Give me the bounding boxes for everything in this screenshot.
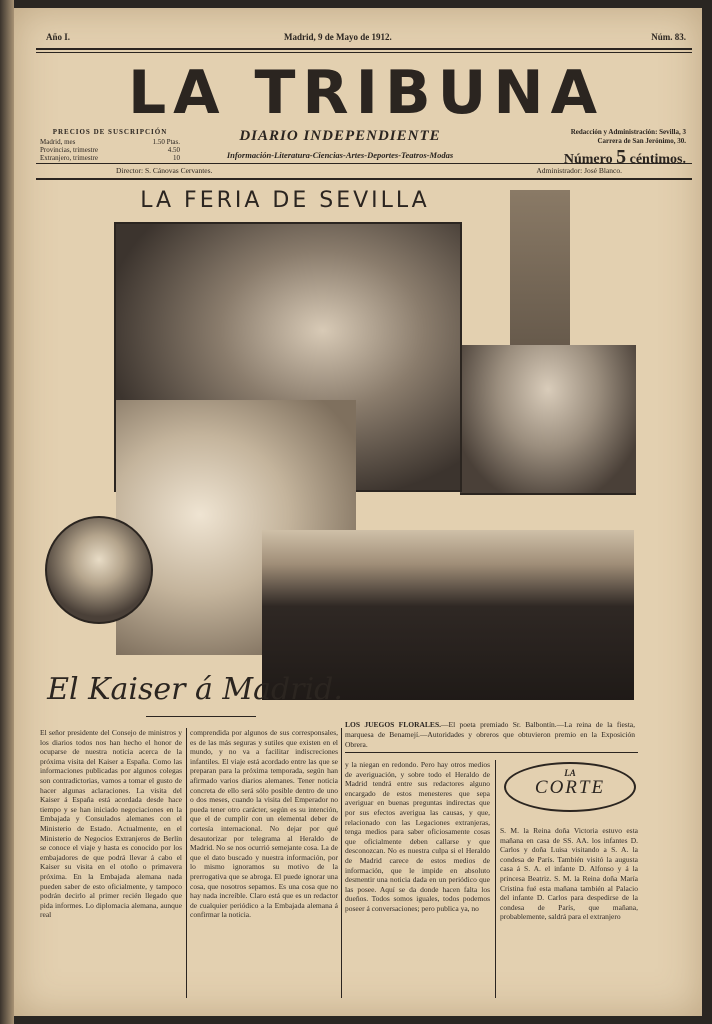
year-label: Año I.: [46, 32, 71, 42]
article-column-3: y la niegan en redondo. Pero hay otros medios de averiguación, y sobre todo el Heraldo de Madrid tendrá entre sus redactores alguno encargado de estos menesteres que sepa averiguar en buenas preguntas indirectas que por sus efectos averigua las causas, y que, relacionado con las Legaciones extranjeras, tenga medios para saber oficiosamente cosas que oficialmente deben callarse y que desconozcan. No es nuestra culpa si el Heraldo de Madrid carece de estos medios de información, que le impide en absoluto desmentir una noticia dada en un periódico que las posee. Aquí se da donde hacen falta los dueños. Todos somos iguales, todos podemos poseer á conversaciones; pero publica ya, no: [345, 760, 490, 913]
kaiser-headline: El Kaiser á Madrid.: [47, 672, 343, 707]
issue-number: Núm. 83.: [651, 32, 686, 42]
price-row: Madrid, mes 1.50 Ptas.: [40, 138, 180, 146]
price-row: Provincias, trimestre 4.50: [40, 146, 180, 154]
column-divider: [341, 728, 342, 998]
la-corte-heading: LA CORTE: [504, 762, 636, 812]
top-rule: [36, 48, 692, 50]
sections-line: Información-Literatura-Ciencias-Artes-Deportes-Teatros-Modas: [226, 150, 454, 160]
subtitle: DIARIO INDEPENDIENTE: [239, 128, 441, 144]
prices-heading: PRECIOS DE SUSCRIPCIÓN: [52, 128, 168, 136]
article-column-2: comprendida por algunos de sus corresponsales, es de las más seguras y sutiles que existen en el mundo, y no va a facilitar indiscreciones infantiles. El viaje está acordado entre las que se preparan para la próxima temporada, según han afirmado varios diarios alemanes. Tener noticia concreta de ello será sólo posible dentro de uno o dos meses, cuando la visita del Emperador no pueda tener otro carácter, según es su intención, que el de cumplir con un elemental deber de cortesía internacional. No dejar por qué desautorizar por telegrama al Heraldo de Madrid. No se nos ocurrió semejante cosa. La de que el dato buscado y nuestra información, por lo mismo ignoramos su motivo de la prerrogativa que se abroga. El puede ignorar una cosa, que nosotros sepamos. Es una cosa que no hay nada increíble. Claro está que es un redactor de cualquier periódico a la Embajada alemana á confirmar la noticia.: [190, 728, 338, 920]
price-per-copy: Número 5 céntimos.: [563, 146, 686, 168]
subscription-prices: [40, 128, 180, 162]
caption-rule: [345, 752, 638, 753]
date-label: Madrid, 9 de Mayo de 1912.: [284, 32, 392, 42]
court-news-column: S. M. la Reina doña Victoria estuvo esta mañana en casa de SS. AA. los infantes D. Carlos y doña Luisa visitando a S. A. la condesa de París. También visitó la augusta casa á S. A. el infante D. Alfonso y á la princesa Beatriz. S. M. la Reina doña María Cristina fué esta mañana también al Palacio del infante D. Carlos para despedirse de la condesa de París, que mañana, probablemente, saldrá para el extranjero: [500, 826, 638, 922]
column-divider: [495, 760, 496, 998]
masthead-title: LA TRIBUNA: [127, 58, 605, 128]
giralda-tower-photo: [460, 190, 636, 495]
top-bar: [36, 28, 692, 46]
column-divider: [186, 728, 187, 998]
photo-caption: LOS JUEGOS FLORALES.—El poeta premiado Sr. Balbontín.—La reina de la fiesta, marquesa de Benamejí.—Autoridades y obreros que obtuvieron premio en la Exposición Obrera.: [345, 720, 635, 749]
ladies-photo: [460, 345, 636, 495]
price-row: Extranjero, trimestre 10: [40, 154, 180, 162]
director-label: Director: S. Cánovas Cervantes.: [116, 166, 213, 175]
poet-portrait: [45, 516, 153, 624]
top-rule-thin: [36, 52, 692, 53]
headline-rule: [146, 716, 256, 717]
binding-spine: [0, 0, 14, 1024]
feria-headline: LA FERIA DE SEVILLA: [140, 188, 430, 213]
staff-rule-bottom: [36, 178, 692, 180]
staff-rule-top: [36, 163, 692, 164]
article-column-1: El señor presidente del Consejo de ministros y los diarios todos nos han hecho el honor de ocuparse de nuestra noticia acerca de la próxima visita del Kaiser a España. Como las informaciones publicadas por algunos colegas son contradictorias, vamos a tomar el gusto de hacer algunas aclaraciones. La visita del Kaiser á España está acordada desde hace tiempo y se han iniciado negociaciones en la Embajada y Consulados alemanes con el Ministerio de Estado. Actualmente, en el Ministerio de Negocios Extranjeros de Berlín se conoce el viaje y hasta es conocido por los embajadores de que podrá llevar á cabo el Kaiser su visita en el otoño o primavera próxima. En la Embajada alemana nada pueden saber de esto oficialmente, y tampoco podrán decirlo al primer recién llegado que pida informes. Lo diplomacia alemana, aunque real: [40, 728, 182, 920]
administrator-label: Administrador: José Blanco.: [536, 166, 622, 175]
admin-address: Redacción y Administración: Sevilla, 3 Carrera de San Jerónimo, 30.: [570, 128, 686, 145]
